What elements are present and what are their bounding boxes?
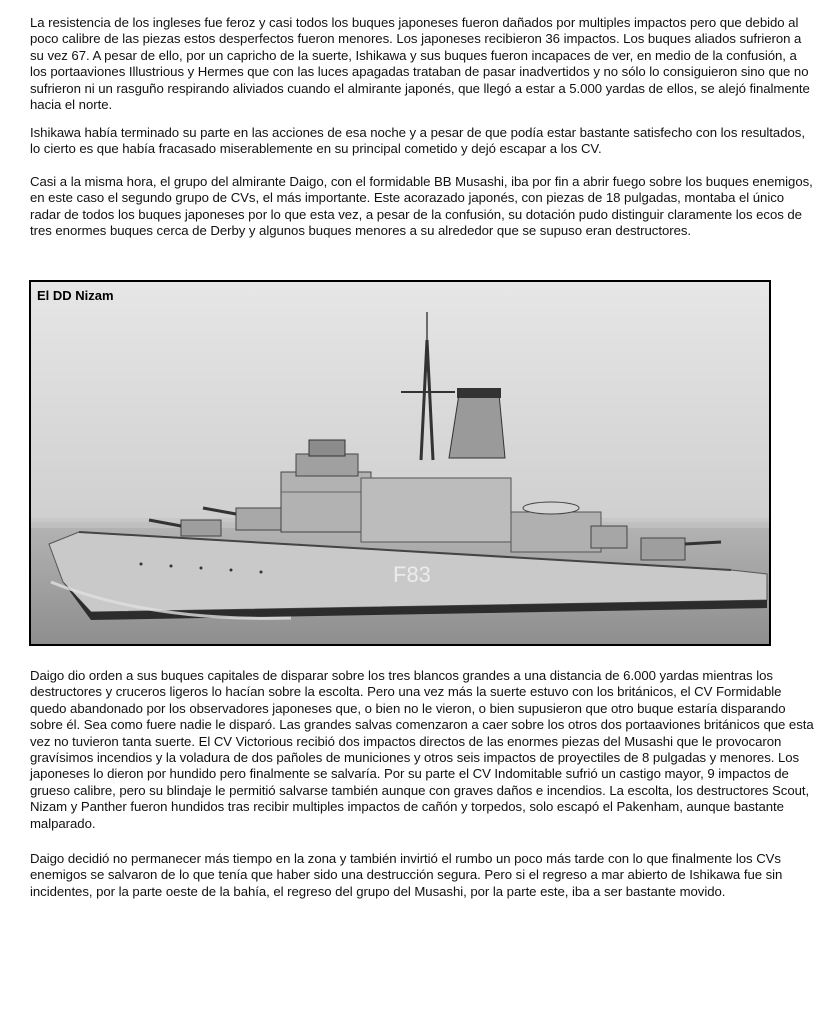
paragraph-3: Casi a la misma hora, el grupo del almirante Daigo, con el formidable BB Musashi, iba por fin a abrir fuego sobre los buques enemigos, en este caso el segundo grupo de CVs, el más importante. Este acorazado japonés, con piezas de 18 pulgadas, montaba el único radar de todos los buques japoneses por lo que esta vez, a pesar de la confusión, su dotación pudo distinguir claramente los ecos de tres enormes buques cerca de Derby y algunos buques menores a su alrededor que se supuso eran destructores. (30, 174, 813, 239)
paragraph-5: Daigo decidió no permanecer más tiempo en la zona y también invirtió el rumbo un poco más tarde con lo que finalmente los CVs enemigos se salvaron de lo que tenía que haber sido una destrucción segura. Pero si el regreso a mar abierto de Ishikawa fue sin incidentes, por la parte oeste de la bahía, el regreso del grupo del Musashi, por la parte este, iba a ser bastante movido. (30, 851, 783, 899)
photo-caption: El DD Nizam (37, 288, 114, 303)
ship-photo (29, 280, 771, 646)
paragraph-4: Daigo dio orden a sus buques capitales de disparar sobre los tres blancos grandes a una distancia de 6.000 yardas mientras los destructores y cruceros ligeros lo hacían sobre la escolta. Pero una vez más la suerte estuvo con los británicos, el CV Formidable quedo abandonado por los observadores japoneses que, o bien no le vieron, o bien supusieron que otro buque estaría disparando sobre él. Sea como fuere nadie le disparó. Las grandes salvas comenzaron a caer sobre los otros dos portaaviones británicos que esta vez no tuvieron tanta suerte. El CV Victorious recibió dos impactos directos de las enormes piezas del Musashi que le provocaron gravísimos incendios y la voladura de dos pañoles de municiones y otros seis impactos de proyectiles de 8 pulgadas y menores. Los japoneses lo dieron por hundido pero finalmente se salvaría. Por su parte el CV Indomitable sufrió un castigo mayor, 9 impactos de grueso calibre, pero su blindaje le permitió salvarse también aunque con graves daños e incendios. La escolta, los destructores Scout, Nizam y Panther fueron hundidos tras recibir multiples impactos de cañón y torpedos, solo escapó el Pakenham, aunque bastante malparado. (30, 668, 814, 831)
destroyer-illustration (31, 282, 769, 644)
hull-number: F83 (393, 562, 431, 587)
paragraph-1: La resistencia de los ingleses fue feroz y casi todos los buques japoneses fueron dañados por multiples impactos pero que debido al poco calibre de las piezas estos desperfectos fueron menores. Los japoneses recibieron 36 impactos. Los buques aliados sufrieron a su vez 67. A pesar de ello, por un capricho de la suerte, Ishikawa y sus buques fueron incapaces de ver, en medio de la confusión, a los portaaviones Illustrious y Hermes que con las luces apagadas trataban de pasar inadvertidos y no sólo lo consiguieron sino que no sufrieron ni un rasguño respirando aliviados cuando el almirante japonés, que llegó a estar a 5.000 yardas de ellos, se alejó finalmente hacia el norte. (30, 15, 810, 113)
paragraph-2: Ishikawa había terminado su parte en las acciones de esa noche y a pesar de que podía estar bastante satisfecho con los resultados, lo cierto es que había fracasado miserablemente en su principal cometido y dejó escapar a los CV. (30, 125, 805, 157)
